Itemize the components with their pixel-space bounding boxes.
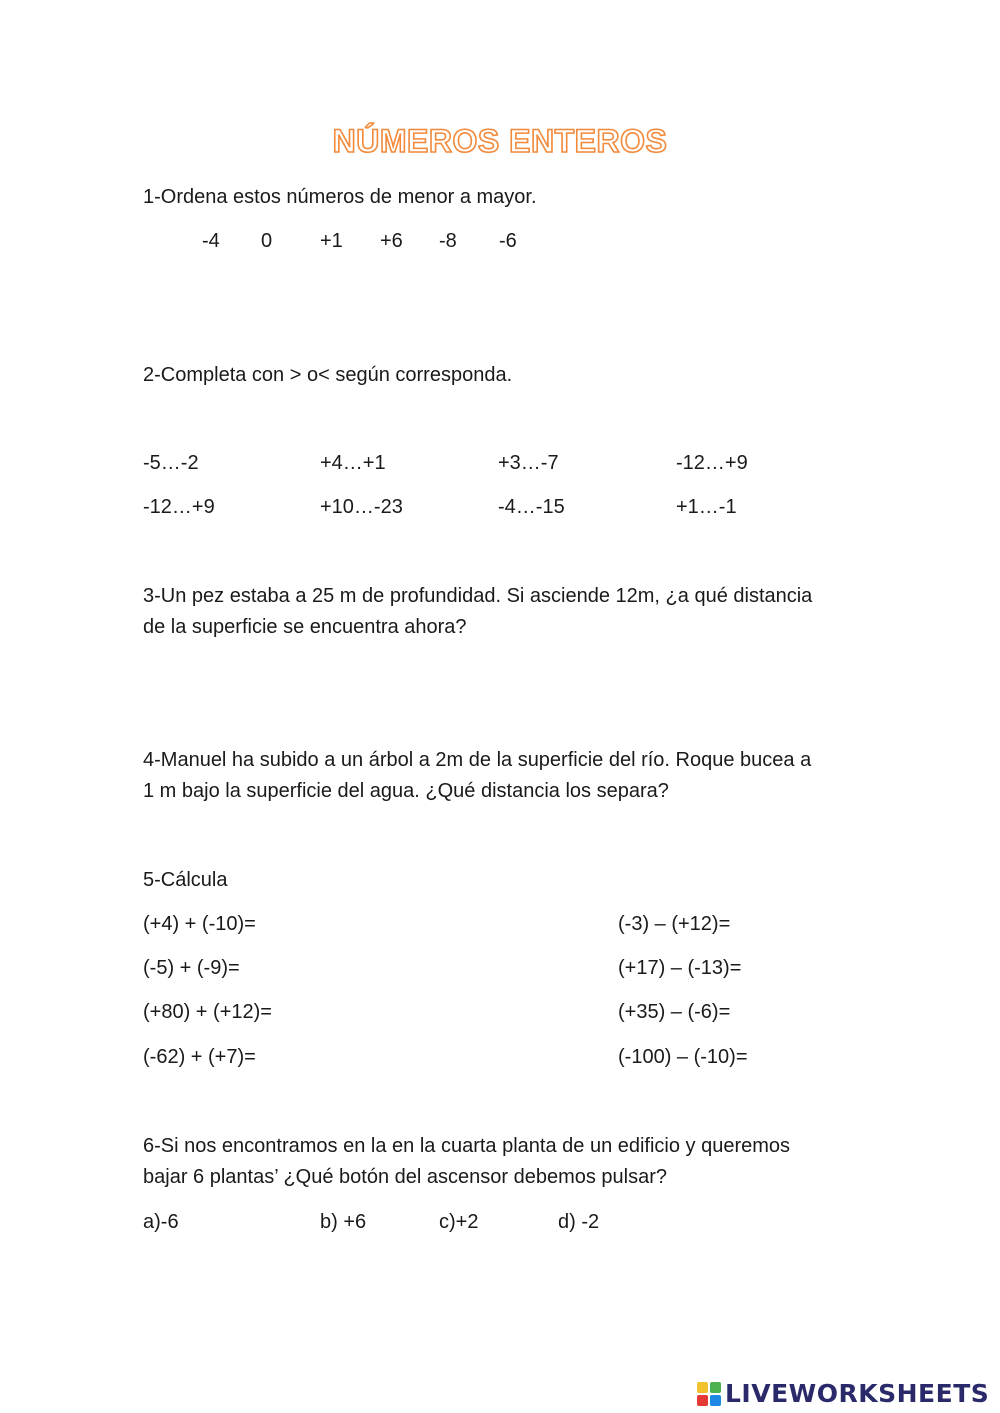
question-4-line-1: 4-Manuel ha subido a un árbol a 2m de la superficie del río. Roque bucea a xyxy=(143,749,812,771)
question-2-text: 2-Completa con > o< según corresponda. xyxy=(143,364,513,386)
calc-item: (-100) – (-10)= xyxy=(618,1046,748,1068)
logo-grid-icon xyxy=(697,1382,721,1406)
question-3-line-2: de la superficie se encuentra ahora? xyxy=(143,616,467,638)
number-item: +1 xyxy=(320,230,343,252)
calc-item: (+35) – (-6)= xyxy=(618,1001,731,1023)
calc-item: (-3) – (+12)= xyxy=(618,913,731,935)
comparison-item: -12…+9 xyxy=(143,496,215,518)
number-item: +6 xyxy=(380,230,403,252)
calc-item: (-5) + (-9)= xyxy=(143,957,240,979)
logo-text: LIVEWORKSHEETS xyxy=(725,1379,990,1408)
number-item: -6 xyxy=(499,230,517,252)
comparison-item: -4…-15 xyxy=(498,496,565,518)
page-title: NÚMEROS ENTEROS xyxy=(332,123,668,159)
question-6-line-2: bajar 6 plantas’ ¿Qué botón del ascensor debemos pulsar? xyxy=(143,1166,668,1188)
question-3-line-1: 3-Un pez estaba a 25 m de profundidad. Si asciende 12m, ¿a qué distancia xyxy=(143,585,813,607)
number-item: 0 xyxy=(261,230,273,252)
calc-item: (-62) + (+7)= xyxy=(143,1046,256,1068)
comparison-item: -12…+9 xyxy=(676,452,748,474)
calc-item: (+80) + (+12)= xyxy=(143,1001,272,1023)
comparison-item: +4…+1 xyxy=(320,452,386,474)
answer-option-d: d) -2 xyxy=(558,1211,600,1233)
number-item: -4 xyxy=(202,230,220,252)
number-item: -8 xyxy=(439,230,457,252)
liveworksheets-logo xyxy=(697,1377,989,1411)
answer-option-b: b) +6 xyxy=(320,1211,367,1233)
comparison-item: +3…-7 xyxy=(498,452,559,474)
answer-option-a: a)-6 xyxy=(143,1211,179,1233)
question-4-line-2: 1 m bajo la superficie del agua. ¿Qué distancia los separa? xyxy=(143,780,669,802)
comparison-item: +10…-23 xyxy=(320,496,403,518)
question-1-text: 1-Ordena estos números de menor a mayor. xyxy=(143,186,537,208)
comparison-item: +1…-1 xyxy=(676,496,737,518)
calc-item: (+17) – (-13)= xyxy=(618,957,742,979)
question-6-line-1: 6-Si nos encontramos en la en la cuarta planta de un edificio y queremos xyxy=(143,1135,791,1157)
answer-option-c: c)+2 xyxy=(439,1211,479,1233)
calc-item: (+4) + (-10)= xyxy=(143,913,256,935)
comparison-item: -5…-2 xyxy=(143,452,199,474)
question-5-text: 5-Cálcula xyxy=(143,869,228,891)
